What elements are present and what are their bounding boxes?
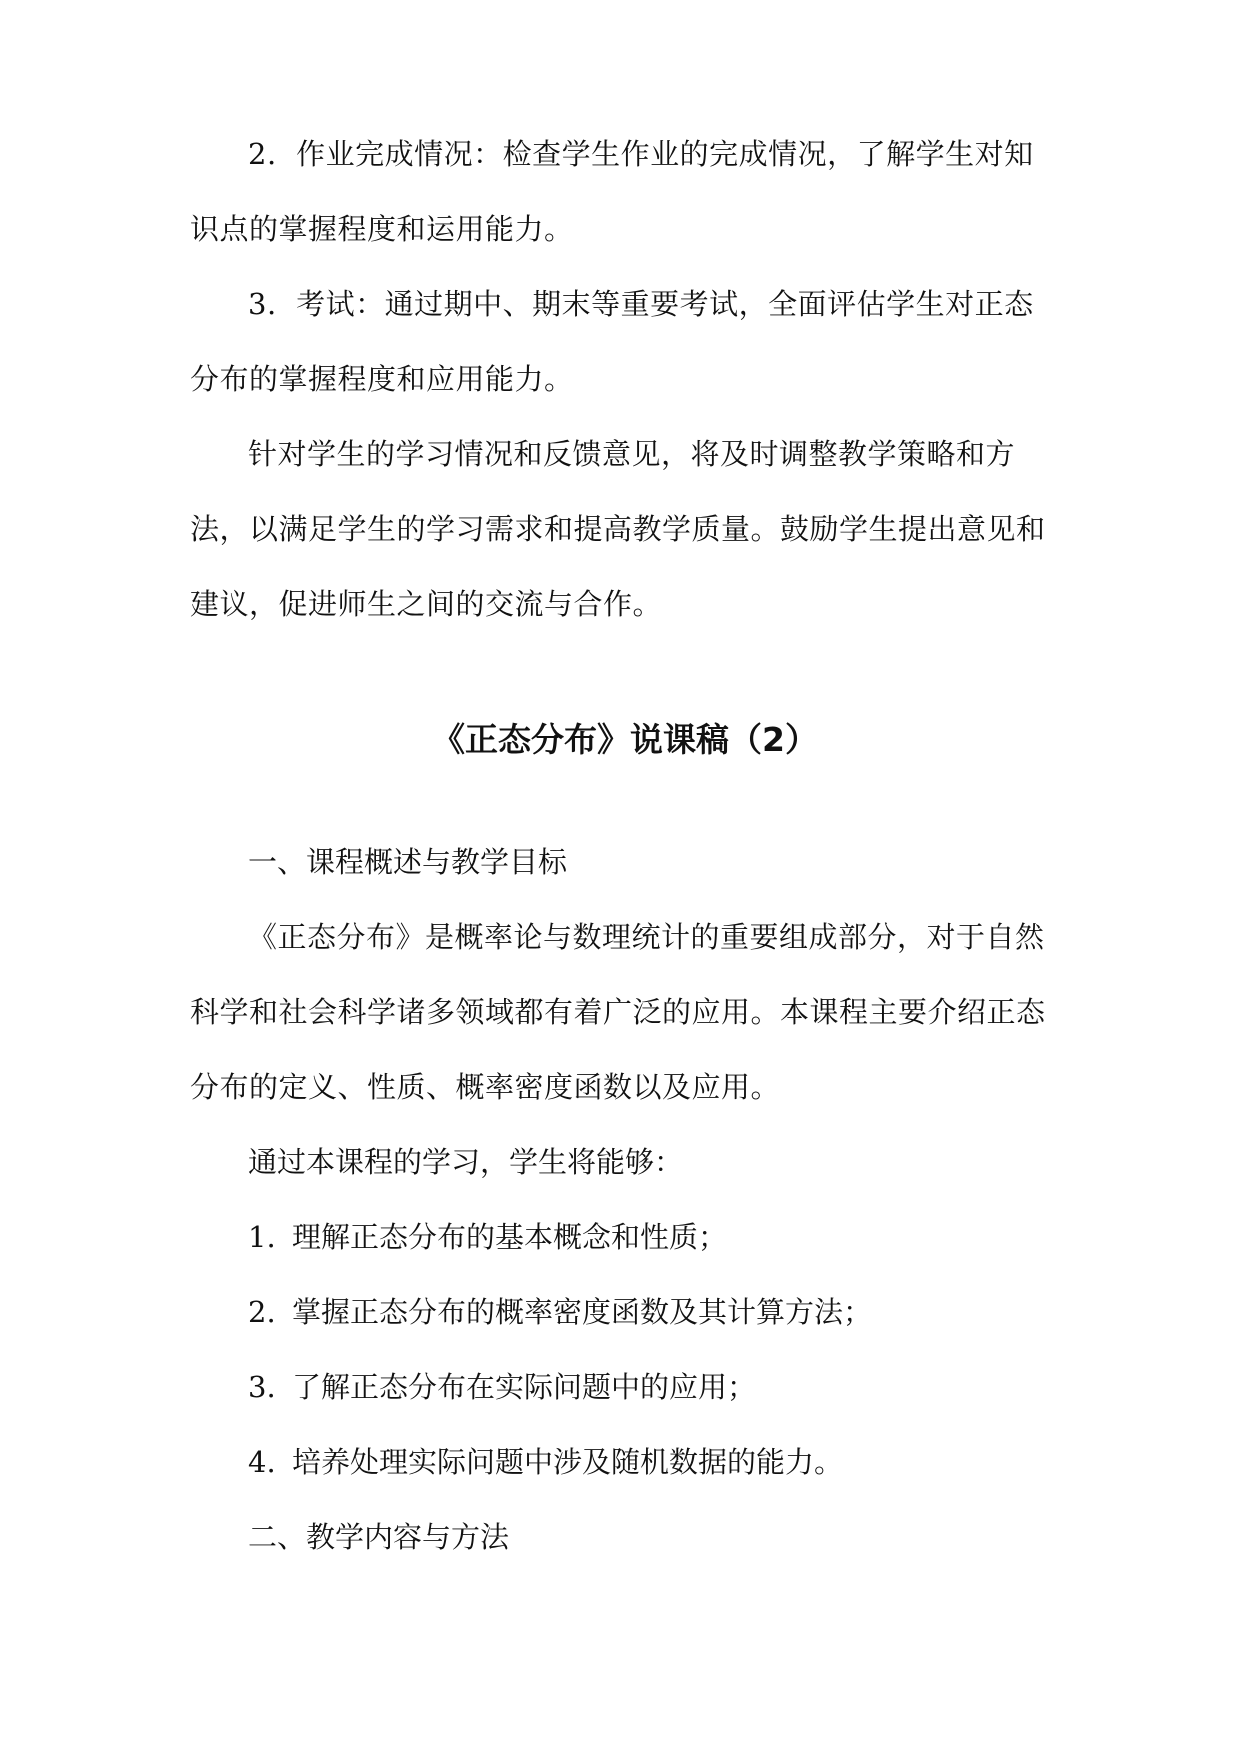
goal-number: 1. bbox=[248, 1220, 276, 1254]
goal-number: 3. bbox=[248, 1370, 276, 1404]
goal-text: 培养处理实际问题中涉及随机数据的能力。 bbox=[292, 1445, 844, 1479]
goal-item bbox=[248, 1275, 1060, 1350]
homework-paragraph bbox=[190, 117, 1060, 267]
exam-text: 考试：通过期中、期末等重要考试，全面评估学生对正态分布的掌握程度和应用能力。 bbox=[190, 287, 1034, 396]
exam-number: 3. bbox=[248, 287, 277, 321]
goal-text: 掌握正态分布的概率密度函数及其计算方法； bbox=[292, 1295, 873, 1329]
section-heading-1: 一、课程概述与教学目标 bbox=[248, 845, 568, 879]
goal-item bbox=[248, 1200, 1060, 1275]
document-title: 《正态分布》说课稿（2） bbox=[432, 720, 818, 759]
goal-number: 2. bbox=[248, 1295, 276, 1329]
goal-item bbox=[248, 1350, 1060, 1425]
goals-lead: 通过本课程的学习，学生将能够： bbox=[248, 1145, 684, 1179]
intro-paragraph: 《正态分布》是概率论与数理统计的重要组成部分，对于自然科学和社会科学诸多领域都有着广泛的应用。本课程主要介绍正态分布的定义、性质、概率密度函数以及应用。 bbox=[190, 920, 1046, 1104]
exam-paragraph bbox=[190, 267, 1060, 417]
goal-text: 了解正态分布在实际问题中的应用； bbox=[292, 1370, 757, 1404]
homework-number: 2. bbox=[248, 137, 277, 171]
goal-number: 4. bbox=[248, 1445, 276, 1479]
goal-text: 理解正态分布的基本概念和性质； bbox=[292, 1220, 728, 1254]
adjust-paragraph: 针对学生的学习情况和反馈意见，将及时调整教学策略和方法，以满足学生的学习需求和提高教学质量。鼓励学生提出意见和建议，促进师生之间的交流与合作。 bbox=[190, 437, 1046, 621]
document-page bbox=[190, 0, 1060, 1754]
goal-item bbox=[248, 1425, 1060, 1500]
homework-text: 作业完成情况：检查学生作业的完成情况，了解学生对知识点的掌握程度和运用能力。 bbox=[190, 137, 1034, 246]
section-heading-2: 二、教学内容与方法 bbox=[248, 1520, 510, 1554]
